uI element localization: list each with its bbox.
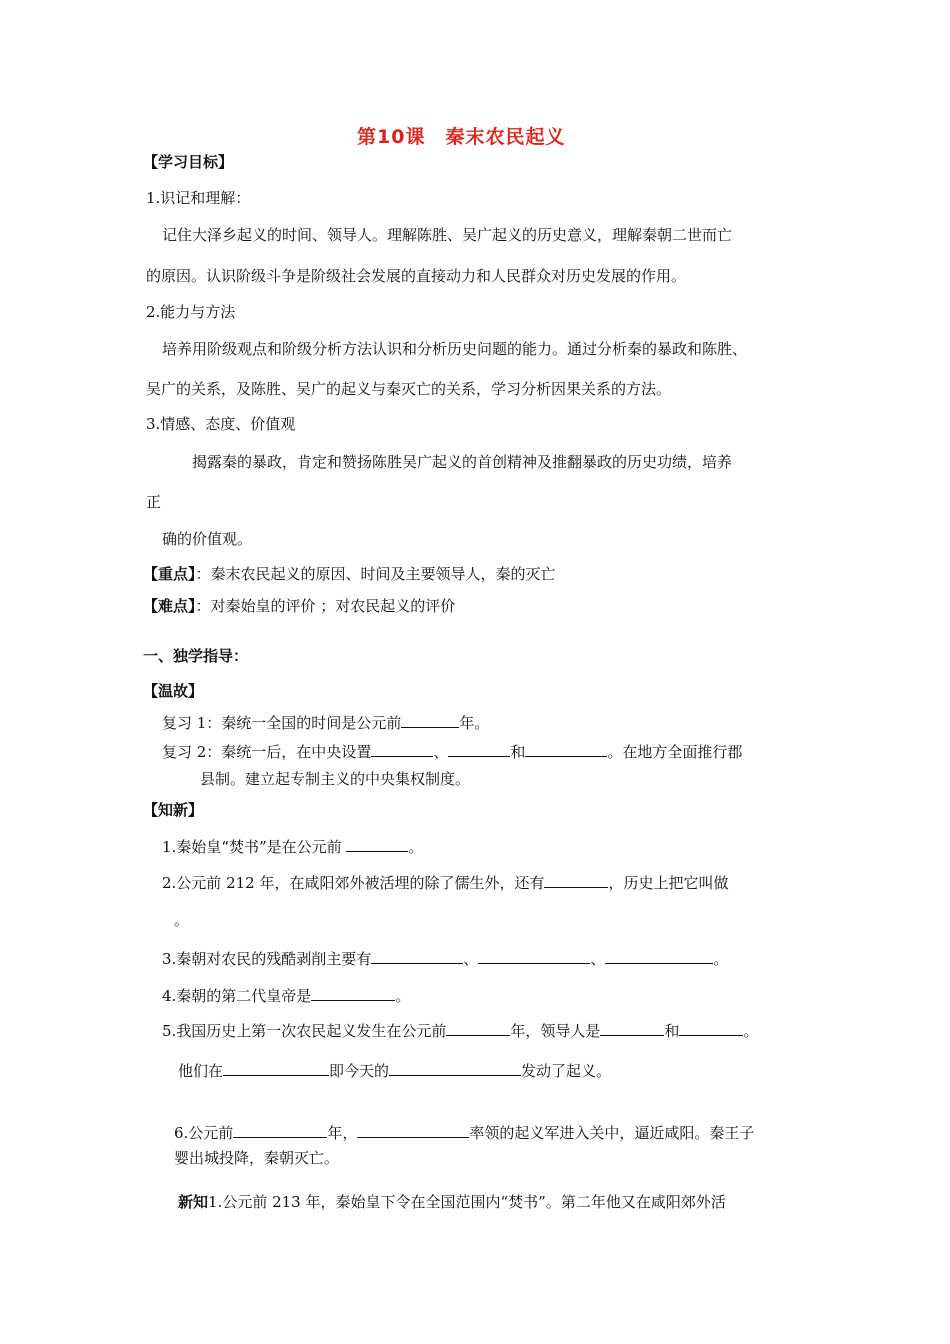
difficulties <box>143 596 455 616</box>
review-2-line2: 县制。建立起专制主义的中央集权制度。 <box>200 770 471 788</box>
objective-2-text-line1: 培养用阶级观点和阶级分析方法认识和分析历史问题的能力。通过分析秦的暴政和陈胜、 <box>162 340 748 358</box>
question-5: 5.我国历史上第一次农民起义发生在公元前 年，领导人是 和 。 <box>162 1022 759 1040</box>
question-6: 6.公元前 年， 率领的起义军进入关中，逼近咸阳。秦王子 <box>174 1124 755 1142</box>
blank-field[interactable] <box>446 1020 510 1036</box>
objective-3-heading: 3.情感、态度、价值观 <box>146 415 296 433</box>
objective-3-text-line1: 揭露秦的暴政，肯定和赞扬陈胜吴广起义的首创精神及推翻暴政的历史功绩，培养 <box>192 453 733 471</box>
blank-field[interactable] <box>401 712 459 728</box>
review-2: 复习 2：秦统一后，在中央设置 、 和 。在地方全面推行郡 <box>162 743 743 761</box>
objective-1-text-line1: 记住大泽乡起义的时间、领导人。理解陈胜、吴广起义的历史意义，理解秦朝二世而亡 <box>162 226 733 244</box>
objective-3-text-line2: 正 <box>146 493 162 511</box>
blank-field[interactable] <box>371 741 433 757</box>
blank-field[interactable] <box>223 1060 329 1076</box>
section-1-header: 一、独学指导： <box>143 647 249 665</box>
blank-field[interactable] <box>605 948 713 964</box>
blank-field[interactable] <box>371 948 463 964</box>
question-2: 2.公元前 212 年，在咸阳郊外被活埋的除了儒生外，还有 ，历史上把它叫做 <box>162 874 729 892</box>
blank-field[interactable] <box>346 836 408 852</box>
key-points-text: ：秦末农民起义的原因、时间及主要领导人，秦的灭亡 <box>195 565 556 583</box>
review-1: 复习 1：秦统一全国的时间是公元前 年。 <box>162 714 490 732</box>
question-6-line2: 婴出城投降，秦朝灭亡。 <box>174 1149 340 1167</box>
question-1: 1.秦始皇“焚书”是在公元前 。 <box>162 838 424 856</box>
question-4: 4.秦朝的第二代皇帝是 。 <box>162 987 411 1005</box>
new-knowledge-header: 【知新】 <box>143 801 204 819</box>
key-points <box>143 564 556 584</box>
question-5-line2: 他们在 即今天的 发动了起义。 <box>178 1062 612 1080</box>
difficulties-label: 【难点】 <box>143 597 196 615</box>
blank-field[interactable] <box>679 1020 743 1036</box>
page-title: 第10课 秦末农民起义 <box>357 126 566 148</box>
objective-3-text-line3: 确的价值观。 <box>162 530 253 548</box>
question-2-line2: 。 <box>174 911 190 929</box>
objective-2-text-line2: 吴广的关系，及陈胜、吴广的起义与秦灭亡的关系，学习分析因果关系的方法。 <box>146 380 672 398</box>
review-header: 【温故】 <box>143 682 204 700</box>
blank-field[interactable] <box>233 1122 327 1138</box>
new-knowledge-1 <box>178 1192 726 1212</box>
blank-field[interactable] <box>357 1122 469 1138</box>
blank-field[interactable] <box>448 741 510 757</box>
new-knowledge-text: 1.公元前 213 年，秦始皇下令在全国范围内“焚书”。第二年他又在咸阳郊外活 <box>208 1193 726 1211</box>
blank-field[interactable] <box>311 985 395 1001</box>
new-knowledge-label: 新知 <box>178 1193 209 1211</box>
difficulties-text: ：对秦始皇的评价 ；对农民起义的评价 <box>195 597 456 615</box>
question-3: 3.秦朝对农民的残酷剥削主要有 、 、 。 <box>162 950 729 968</box>
blank-field[interactable] <box>544 872 608 888</box>
blank-field[interactable] <box>600 1020 664 1036</box>
objective-2-heading: 2.能力与方法 <box>146 303 236 321</box>
blank-field[interactable] <box>525 741 607 757</box>
blank-field[interactable] <box>389 1060 521 1076</box>
blank-field[interactable] <box>478 948 590 964</box>
objective-1-heading: 1.识记和理解： <box>146 189 251 207</box>
key-points-label: 【重点】 <box>143 565 196 583</box>
objectives-header: 【学习目标】 <box>143 153 234 171</box>
objective-1-text-line2: 的原因。认识阶级斗争是阶级社会发展的直接动力和人民群众对历史发展的作用。 <box>146 267 687 285</box>
